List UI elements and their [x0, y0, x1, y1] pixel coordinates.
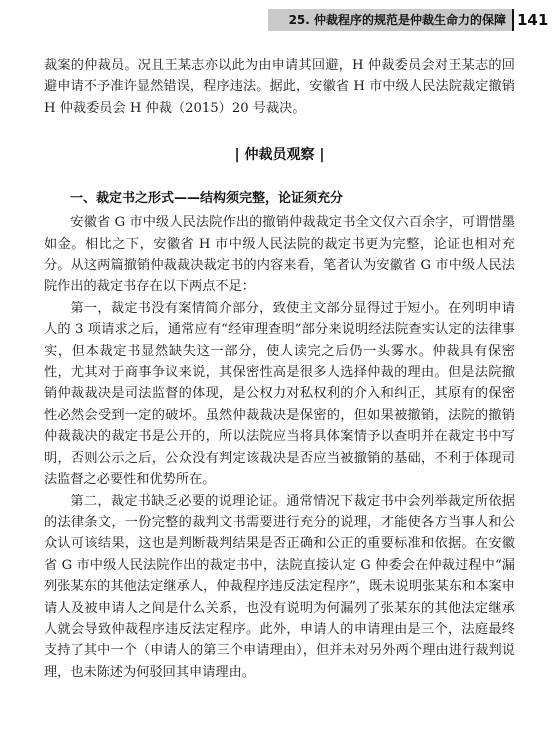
running-header [0, 9, 558, 31]
page-number: 141 [517, 11, 549, 29]
sub-heading: 一、裁定书之形式——结构须完整，论证须充分 [70, 191, 344, 207]
body-paragraph: 第一，裁定书没有案情简介部分，致使主文部分显得过于短小。在列明申请人的 3 项请求之后，通常应有“经审理查明”部分来说明经法院查实认定的法律事实，但本裁定书显然缺失这一部分，使人读完之后仍一头雾水。仲裁具有保密性，尤其对于商事争议来说，其保密性高是很多人选择仲裁的理由。但是法院撤销仲裁裁决是司法监督的体现，是公权力对私权利的介入和纠正，其原有的保密性必然会受到一定的破坏。虽然仲裁裁决是保密的，但如果被撤销，法院的撤销仲裁裁决的裁定书是公开的，所以法院应当将具体案情予以查明并在裁定书中写明，否则公示之后，公众没有判定该裁决是否应当被撤销的基础，不利于体现司法监督之必要性和优势所在。 [44, 300, 515, 488]
header-divider [512, 9, 514, 31]
section-heading: | 仲裁员观察 | [234, 147, 325, 164]
intro-paragraph: 裁案的仲裁员。况且王某志亦以此为由申请其回避，H 仲裁委员会对王某志的回避申请不予准许显然错误，程序违法。据此，安徽省 H 市中级人民法院裁定撤销 H 仲裁委员会 H 仲裁（2015）20 号裁决。 [44, 58, 515, 116]
body-paragraph: 安徽省 G 市中级人民法院作出的撤销仲裁裁定书全文仅六百余字，可谓惜墨如金。相比之下，安徽省 H 市中级人民法院的裁定书更为完整，论证也相对充分。从这两篇撤销仲裁裁决裁定书的内容来看，笔者认为安徽省 G 市中级人民法院作出的裁定书存在以下两点不足： [44, 215, 515, 295]
chapter-title: 25. 仲裁程序的规范是仲裁生命力的保障 [288, 13, 506, 27]
body-paragraph: 第二，裁定书缺乏必要的说理论证。通常情况下裁定书中会列举裁定所依据的法律条文，一份完整的裁判文书需要进行充分的说理，才能使各方当事人和公众认可该结果，这也是判断裁判结果是否正确和公正的重要标准和依据。在安徽省 G 市中级人民法院作出的裁定书中，法院直接认定 G 仲委会在仲裁过程中“漏列张某东的其他法定继承人，仲裁程序违反法定程序”，既未说明张某东和本案申请人及被申请人之间是什么关系，也没有说明为何漏列了张某东的其他法定继承人就会导致仲裁程序违反法定程序。此外，申请人的申请理由是三个，法庭最终支持了其中一个（申请人的第三个申请理由），但并未对另外两个理由进行裁判说理，也未陈述为何驳回其申请理由。 [44, 493, 515, 680]
page-body [44, 55, 515, 683]
